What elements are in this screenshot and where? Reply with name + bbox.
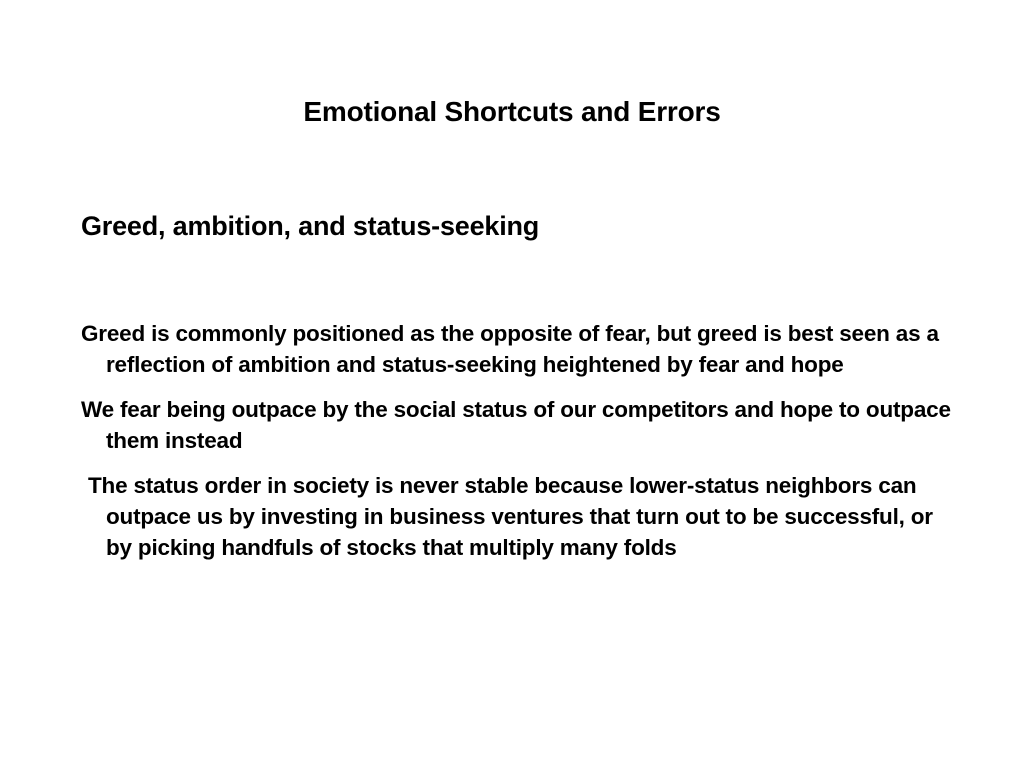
slide-subtitle: Greed, ambition, and status-seeking: [81, 211, 540, 241]
slide-title: Emotional Shortcuts and Errors: [303, 96, 721, 127]
bullet-item: We fear being outpace by the social status of our competitors and hope to outpace them instead: [81, 397, 951, 453]
bullet-item: Greed is commonly positioned as the opposite of fear, but greed is best seen as a reflection of ambition and status-seeking heightened by fear and hope: [81, 321, 939, 377]
bullet-list: [81, 318, 951, 577]
bullet-item: The status order in society is never stable because lower-status neighbors can outpace us by investing in business ventures that turn out to be successful, or by picking handfuls of stocks that multiply many folds: [88, 473, 933, 560]
